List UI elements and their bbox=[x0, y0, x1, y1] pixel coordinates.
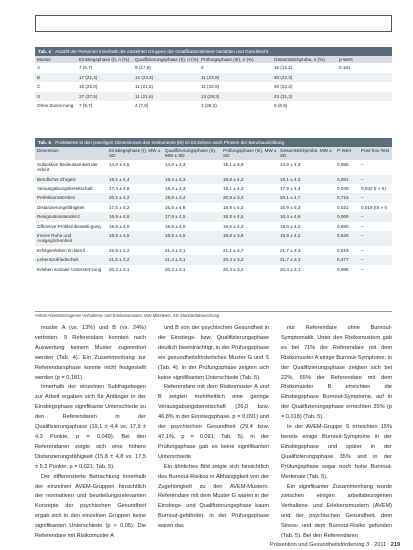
table-cell: Beruflicher Ehrgeiz bbox=[37, 176, 76, 182]
table-cell: Offensive Problembewälti-gung bbox=[37, 223, 101, 229]
table1-header-cell: p-Wert bbox=[339, 57, 353, 62]
table-row bbox=[35, 101, 392, 110]
table2-header-cell: Post-hoc-Test bbox=[361, 148, 390, 153]
table-cell: 20,9 ± 3,3 bbox=[223, 195, 244, 201]
table-cell: 19,1 ± 4,3 bbox=[223, 186, 244, 192]
table-cell: 0,021 bbox=[337, 204, 349, 210]
table-cell: – bbox=[361, 214, 364, 220]
table-cell: 20,1 ± 4,7 bbox=[280, 195, 301, 201]
table-cell: 18,9 ± 5,3 bbox=[223, 204, 244, 210]
table-cell bbox=[337, 94, 392, 99]
table-cell: 4 (7,8) bbox=[135, 103, 149, 109]
table2-header-cell: Dimension bbox=[37, 148, 59, 153]
table-row bbox=[35, 193, 392, 202]
table-cell: 0,716 bbox=[337, 195, 349, 201]
table-cell: 0 bbox=[201, 65, 204, 71]
table-cell: 40 (22,3) bbox=[274, 74, 293, 80]
table-cell: 0,032 (I > II) bbox=[361, 186, 386, 192]
table1-number: Tab. 4 bbox=[38, 49, 51, 54]
table-cell: 20,4 ± 3,1 bbox=[109, 266, 130, 272]
table-cell: 11 (23,9) bbox=[201, 84, 220, 90]
table2-header-row bbox=[35, 147, 392, 160]
body-paragraph: In der AVEM-Gruppe S erreichten 15% bereits einige Burnout-Symptome in der Einstiegsphase und später in der Qualifizierungsphase 35% und in der Prüfungsphase sogar noch hohe Burnout-Merkmale (Tab. 5). bbox=[281, 424, 392, 480]
table-cell: 19,8 ± 4,2 bbox=[280, 223, 301, 229]
table-cell: 21,4 ± 3,1 bbox=[165, 257, 186, 263]
table-cell: 21,7 ± 3,3 bbox=[280, 247, 301, 253]
table-cell: 0,181 bbox=[339, 65, 351, 71]
table-cell: 20,4 ± 3,1 bbox=[280, 266, 301, 272]
table-row bbox=[35, 175, 392, 184]
table-cell: Perfektionsstreben bbox=[37, 195, 76, 201]
table-cell: 22,9 ± 3,2 bbox=[109, 247, 130, 253]
table-cell: 9 (17,6) bbox=[135, 65, 151, 71]
table-cell: 21,7 ± 3,3 bbox=[280, 257, 301, 263]
table-cell bbox=[337, 103, 392, 108]
table-cell: 16,4 ± 4,6 bbox=[280, 214, 301, 220]
table2-header-cell: Qualifizierungsphase (II), MW ± SD bbox=[165, 148, 217, 159]
table-cell: 19,6 ± 4,3 bbox=[223, 223, 244, 229]
table-cell: – bbox=[361, 233, 364, 239]
table-cell: S bbox=[37, 93, 41, 99]
table-cell: 0,049 bbox=[337, 186, 349, 192]
table-cell: – bbox=[361, 223, 364, 229]
table-cell: 17,5 ± 5,2 bbox=[109, 204, 130, 210]
table2-header-cell: Gesamtstichprobe, MW ± SD bbox=[280, 148, 332, 159]
table-cell: 20,1 ± 4,2 bbox=[109, 195, 130, 201]
table-cell: 19,8 ± 3,4 bbox=[165, 195, 186, 201]
table-row bbox=[35, 212, 392, 221]
table-cell: 3 (28,3) bbox=[201, 103, 217, 109]
table-cell: Resignationstendenz bbox=[37, 214, 80, 220]
table-row bbox=[35, 92, 392, 101]
table-cell: Distanzierungsfähigkeit bbox=[37, 204, 85, 210]
table-row bbox=[35, 184, 392, 193]
table-cell: 9 (6,9) bbox=[274, 103, 288, 109]
body-paragraph: Referendare mit dem Risikomuster A und B zeigten mehrheitlich eine geringe Verausgabungsbereitschaft (26,0 bzw. 46,8% in der Einstiegsphase, p = 0,091) und der psychischen Gesundheit (29,4 bzw. 47,1%, p = 0,091; Tab. 5). In der Prüfungsphase gab es keine signifikanten Unterschiede. bbox=[158, 384, 269, 460]
table-cell: 17,4 ± 4,8 bbox=[109, 186, 130, 192]
table-cell: – bbox=[361, 257, 364, 263]
table-cell: A bbox=[37, 65, 41, 71]
table-cell: 15,9 ± 5,3 bbox=[280, 204, 301, 210]
table-cell: – bbox=[361, 176, 364, 182]
table-cell: Ohne Zuord-nung bbox=[37, 103, 74, 109]
table-row bbox=[35, 265, 392, 274]
table-cell: 21,5 ± 3,2 bbox=[109, 257, 130, 263]
body-paragraph: Der differenzierte Betrachtung innerhalb der einzelnen AVEM-Gruppen hinsichtlich der normativen und beurteilungsrelevanten Konzepte der psychischen Gesundheit ergab sich in den einzelnen Gruppen keine signifikanten Unterschiede (p > 0,05). Die Referendare mit Risikomuster A bbox=[35, 473, 146, 540]
table-row bbox=[35, 246, 392, 255]
table-cell: 14,9 ± 4,3 bbox=[280, 161, 301, 167]
page-number: 219 bbox=[390, 542, 401, 548]
table-cell: 20,4 ± 3,2 bbox=[223, 257, 244, 263]
table2-number: Tab. 5 bbox=[38, 140, 51, 145]
table-cell: 19,4 ± 4,3 bbox=[165, 176, 186, 182]
table2-header-cell: Einstiegsphase (I), MW ± SD bbox=[109, 148, 161, 159]
body-column-2 bbox=[158, 324, 269, 532]
table-cell: 20,4 ± 3,1 bbox=[165, 266, 186, 272]
table-cell bbox=[337, 84, 392, 89]
table-row bbox=[35, 73, 392, 82]
table2 bbox=[35, 147, 392, 274]
table-cell: 0,986 bbox=[337, 161, 349, 167]
table-row bbox=[35, 82, 392, 91]
table-cell: 43 (31,3) bbox=[274, 93, 293, 99]
table-cell: 18,9 ± 4,2 bbox=[223, 176, 244, 182]
table1 bbox=[35, 56, 392, 110]
table-row bbox=[35, 231, 392, 246]
table-cell: 7 (6,7) bbox=[79, 65, 93, 71]
table-cell: 15,1 ± 3,9 bbox=[223, 161, 244, 167]
table-cell: 15,8 ± 4,8 bbox=[165, 204, 186, 210]
table-cell: 21,4 ± 3,1 bbox=[165, 247, 186, 253]
table-cell: 17 (21,4) bbox=[79, 74, 98, 80]
table-cell: 0,928 bbox=[337, 233, 349, 239]
table-cell: 17,9 ± 4,4 bbox=[280, 186, 301, 192]
table-row bbox=[35, 63, 392, 72]
table-cell: 18,9 ± 3,9 bbox=[223, 233, 244, 239]
table-cell: 0,690 bbox=[337, 223, 349, 229]
table-cell: 13 (28,3) bbox=[201, 93, 220, 99]
journal-name: Prävention und Gesundheitsförderung 3 · 2011 bbox=[270, 542, 387, 548]
table-cell: 16 (12,2) bbox=[274, 65, 293, 71]
table-cell: – bbox=[361, 161, 364, 167]
table1-title-bar bbox=[35, 47, 392, 56]
table-cell: – bbox=[361, 247, 364, 253]
table2-title-bar bbox=[35, 138, 392, 147]
body-paragraph: Innerhalb der einzelnen Subfragebogen zur Arbeit ergaben sich für Anfänger in der Einstiegsphase signifikante Unterschiede zu den Referendaren in der Qualifizierungsphase (19,1 ± 4,4 vs. 17,9 ± 4,3 Punkte, p = 0,049). Bei den Referendaren zeigte sich eine höhere Distanzierungsfähigkeit (15,8 ± 4,8 vs. 17,5 ± 5,2 Punkte, p = 0,021; Tab. 5). bbox=[35, 384, 146, 470]
body-paragraph: Ein signifikanter Zusammenhang wurde zwischen einigen arbeitsbezogenen Verhaltens- und Erlebensmustern (AVEM) und der psychischen Gesundheit, dem Stress- und dem Burnout-Risiko gefunden (Tab. 5). Bei den Referendaren bbox=[281, 483, 392, 540]
table1-header-cell: Muster bbox=[37, 57, 52, 62]
table2-header-cell: P-Wert bbox=[337, 148, 352, 153]
table1-header-cell: Einstiegsphase (I), n (%) bbox=[79, 57, 130, 62]
table-cell: 21,1 ± 3,7 bbox=[223, 247, 244, 253]
table-cell: 14,9 ± 4,3 bbox=[165, 161, 186, 167]
table-cell: Innere Ruhe und Ausgeglichenheit bbox=[37, 233, 72, 244]
table-cell: 0,616 bbox=[337, 247, 349, 253]
table-cell: C bbox=[37, 84, 41, 90]
table-row bbox=[35, 222, 392, 231]
table-cell: 0,477 bbox=[337, 257, 349, 263]
table-cell: 16,8 ± 4,5 bbox=[223, 214, 244, 220]
top-header-box bbox=[35, 15, 392, 32]
table-cell: 0,018 (III > I) bbox=[361, 204, 388, 210]
table-cell: 18,9 ± 4,5 bbox=[109, 233, 130, 239]
table-cell: Erleben sozialer Unterstüt-zung bbox=[37, 266, 102, 272]
table-cell: 18,9 ± 4,2 bbox=[280, 233, 301, 239]
table1-header-cell: Qualifizierungsphase (II), n (%) bbox=[135, 57, 199, 62]
table-cell: 11 (23,9) bbox=[201, 74, 220, 80]
table-cell: 19,4 ± 4,3 bbox=[165, 186, 186, 192]
table-cell: 19,1 ± 4,4 bbox=[109, 176, 130, 182]
table-cell: 17,9 ± 4,5 bbox=[165, 214, 186, 220]
table-row bbox=[35, 255, 392, 264]
body-column-3 bbox=[281, 324, 392, 542]
table1-header-row bbox=[35, 56, 392, 63]
table-cell bbox=[337, 75, 392, 80]
table-cell: 11 (21,6) bbox=[135, 84, 154, 90]
table-cell: 18,9 ± 4,5 bbox=[165, 233, 186, 239]
table-cell: – bbox=[361, 195, 364, 201]
table-cell: 19,8 ± 4,0 bbox=[165, 223, 186, 229]
table-row bbox=[35, 203, 392, 212]
body-paragraph: und B von der psychischen Gesundheit in der Einstiegs- bzw. Qualifizierungsphase deutlich beeinträchtigt, in der Prüfungsphase ein gesundheitsförderliches Muster G und S (Tab. 4). In der Prüfungsphase zeigten sich keine signifikanten Unterschiede (Tab. 5). bbox=[158, 325, 269, 381]
running-footer bbox=[270, 542, 400, 548]
table-cell: 19,8 ± 4,0 bbox=[109, 223, 130, 229]
body-paragraph: nur Referendare ohne Burnout-Symptomatik. Unter den Risikomustern gab es bei 71% der Referendare mit dem Risikomuster A einige Burnout-Symptome, in der Qualifizierungsphase zeigten sich bei 22%, 65% der Referendare mit dem Risikomuster B erreichten die Einstiegsphase Burnout-Symptome, auf in der Qualifizierungsphase erreichten 35% (p = 0,018) (Tab. 5). bbox=[281, 325, 392, 421]
table-cell: 0,986 bbox=[337, 266, 349, 272]
table-cell: 27 (37,5) bbox=[79, 93, 98, 99]
table-cell: Subjektive Bedeutsamkeit der Arbeit bbox=[37, 161, 98, 173]
table2-title: Punktwerte in den jeweiligen Dimensionen des Instruments (M) im Einzelnen nach Phasen der Berufsausbildung bbox=[55, 140, 285, 145]
table-cell: 7 (9,7) bbox=[79, 103, 93, 109]
table1-header-cell: Prüfungsphase (III), n (%) bbox=[201, 57, 254, 62]
table-cell: Erfolgserleben im Beruf bbox=[37, 247, 86, 253]
table-cell: 16,9 ± 4,6 bbox=[109, 214, 130, 220]
table2-footnote: AVEM Arbeitsbezogenes Verhaltens- und Erlebensmuster, MW Mittelwert, SD Standardabweichung bbox=[35, 311, 392, 318]
body-column-1 bbox=[35, 324, 146, 542]
table-cell: 0,081 bbox=[337, 176, 349, 182]
table2-header-cell: Prüfungsphase (III), MW ± SD bbox=[223, 148, 277, 159]
table-cell: Lebenszufriedenheit bbox=[37, 257, 79, 263]
body-paragraph: muster A (vs. 13%) und B (vs. 24%) vertreten. 9 Referendare konnten nach Auswertung keinem Muster zugeordnet werden (Tab. 4). Ein Zusammenhang zur Referendarsphase konnte nicht festgestellt werden (p = 0,181). bbox=[35, 325, 146, 381]
table-cell: 0,069 bbox=[337, 214, 349, 220]
table-cell: 14,9 ± 4,5 bbox=[109, 161, 130, 167]
body-paragraph: Ein ähnliches Bild zeigte sich hinsichtlich des Burnout-Risikos in Abhängigkeit von der Zugehörigkeit zu den AVEM-Mustern. Referendare mit dem Muster G waren in der Einstiegs- und Qualifizierungsphase kaum Burnout-gefährdet, in der Prüfungsphase waren das bbox=[158, 463, 269, 530]
table1-title: Anzahl der Personen innerhalb der einzelnen Gruppen der Gratifikationskrisen-Variablen und Geschlecht bbox=[54, 49, 269, 54]
table-row bbox=[35, 160, 392, 175]
table-cell: 20,4 ± 3,2 bbox=[223, 266, 244, 272]
table-cell: Verausgabungsbereitschaft bbox=[37, 186, 93, 192]
table-cell: 18 (25,0) bbox=[79, 84, 98, 90]
table-cell: 19,1 ± 4,3 bbox=[280, 176, 301, 182]
table-cell: – bbox=[361, 266, 364, 272]
table-cell: 11 (21,6) bbox=[135, 93, 154, 99]
table-cell: 40 (22,3) bbox=[274, 84, 293, 90]
table-cell: B bbox=[37, 74, 41, 80]
table1-header-cell: Gesamtstichprobe, n (%) bbox=[274, 57, 325, 62]
table-cell: 12 (23,5) bbox=[135, 74, 154, 80]
